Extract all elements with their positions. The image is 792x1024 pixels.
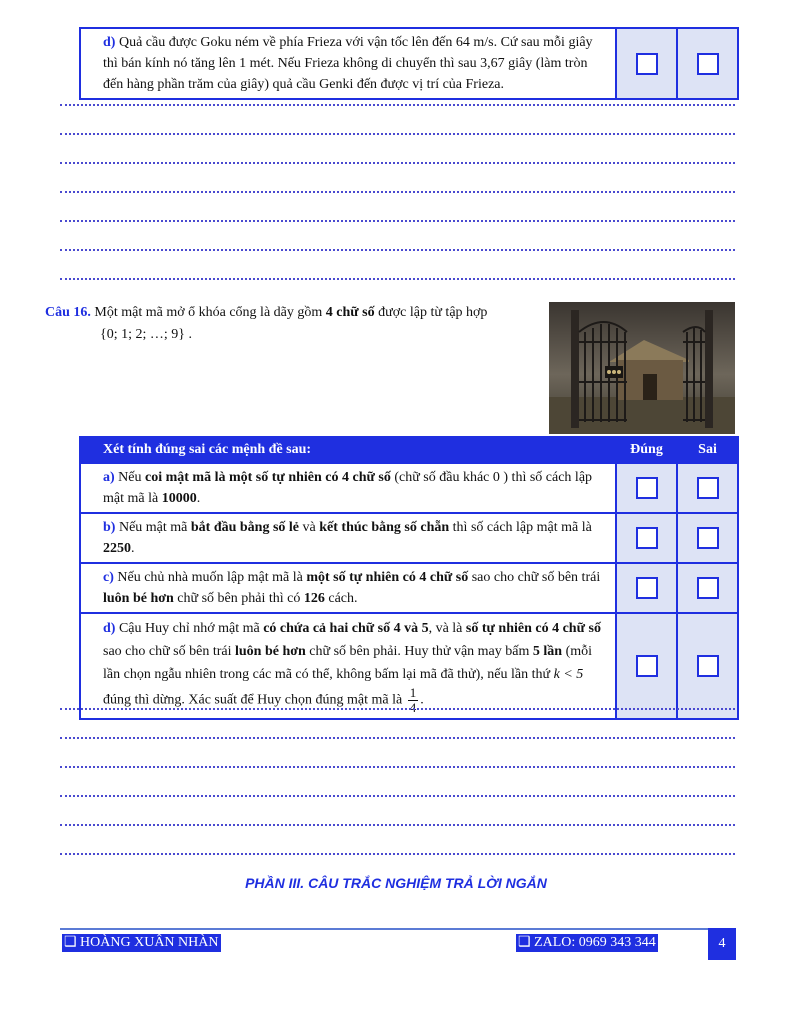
q16-stem	[45, 302, 545, 346]
q16b-label: b)	[103, 520, 116, 535]
q16-header-statement: Xét tính đúng sai các mệnh đề sau:	[80, 437, 616, 463]
q16d-label: d)	[103, 621, 116, 636]
footer-zalo: ❑ ZALO: 0969 343 344	[518, 935, 656, 950]
q16-stem-text-2: được lập từ tập hợp	[374, 305, 488, 320]
q16c-text: Nếu chủ nhà muốn lập mật mã là	[113, 570, 307, 585]
q16b-true-cell	[616, 513, 677, 563]
fraction-numerator: 1	[409, 685, 417, 700]
q16a-bold: 10000	[161, 491, 197, 506]
q16b-bold: bắt đầu bằng số lẻ	[190, 520, 300, 535]
q16a-false-cell	[677, 463, 738, 513]
section-title: PHẦN III. CÂU TRẮC NGHIỆM TRẢ LỜI NGẮN	[245, 875, 547, 891]
q16a-true-checkbox[interactable]	[636, 477, 658, 499]
q16c-text: chữ số bên phải thì có	[173, 591, 304, 606]
answer-line	[60, 853, 735, 855]
q16b-bold: 2250	[103, 541, 131, 556]
q16c-false-checkbox[interactable]	[697, 577, 719, 599]
q15d-true-cell	[616, 28, 677, 99]
q15d-label: d)	[103, 35, 116, 50]
q16a-true-cell	[616, 463, 677, 513]
q16b-false-cell	[677, 513, 738, 563]
q16d-text: đúng thì dừng. Xác suất để Huy chọn đúng mật mã là	[103, 692, 406, 708]
answer-line	[60, 133, 735, 135]
q15-row-d	[80, 28, 738, 99]
q16d-false-cell	[677, 613, 738, 719]
q16b-text: thì số cách lập mật mã là	[449, 520, 592, 535]
answer-line	[60, 824, 735, 826]
q16-table	[79, 436, 739, 720]
q16a-text: .	[196, 491, 201, 506]
q15d-true-checkbox[interactable]	[636, 53, 658, 75]
q16a-statement	[80, 463, 616, 513]
q16c-text: sao cho chữ số bên trái	[468, 570, 601, 585]
q16-row-d	[80, 613, 738, 719]
answer-line	[60, 191, 735, 193]
q16d-statement	[80, 613, 616, 719]
q16d-text: Cậu Huy chỉ nhớ mật mã	[115, 621, 264, 636]
q15d-false-cell	[677, 28, 738, 99]
q16c-bold: 126	[303, 591, 325, 606]
answer-line	[60, 249, 735, 251]
q16d-math: k < 5	[553, 667, 584, 682]
answer-line	[60, 278, 735, 280]
q16-stem-bold: 4 chữ số	[325, 305, 375, 320]
q16d-bold: có chứa cả hai chữ số 4 và 5	[263, 621, 429, 636]
footer-line	[60, 928, 708, 930]
q16c-true-cell	[616, 563, 677, 613]
q16d-text: .	[420, 692, 424, 708]
q16d-false-checkbox[interactable]	[697, 655, 719, 677]
q16a-false-checkbox[interactable]	[697, 477, 719, 499]
answer-line	[60, 766, 735, 768]
q16d-true-cell	[616, 613, 677, 719]
q16a-text: Nếu	[114, 470, 145, 485]
q15d-false-checkbox[interactable]	[697, 53, 719, 75]
q16d-bold: 5 lần	[532, 644, 563, 659]
q15-table	[79, 27, 739, 100]
q16c-text: cách.	[324, 591, 358, 606]
q16d-text: (mỗi lần chọn ngẫu nhiên trong các mã có thể, không bấm lại mã đã thử), nếu lần thứ	[103, 644, 593, 682]
q16c-true-checkbox[interactable]	[636, 577, 658, 599]
q16-header-true: Đúng	[616, 437, 677, 463]
q16d-true-checkbox[interactable]	[636, 655, 658, 677]
q15d-statement	[80, 28, 616, 99]
q16-number: Câu 16.	[45, 305, 91, 320]
q16c-bold: luôn bé hơn	[103, 591, 174, 606]
q16c-label: c)	[103, 570, 114, 585]
q16b-bold: kết thúc bằng số chẵn	[319, 520, 450, 535]
footer-author: ❑ HOÀNG XUÂN NHÀN	[64, 935, 219, 950]
q16-row-b	[80, 513, 738, 563]
q16c-statement	[80, 563, 616, 613]
q16a-label: a)	[103, 470, 115, 485]
q16b-text: .	[131, 541, 135, 556]
q16b-false-checkbox[interactable]	[697, 527, 719, 549]
q16-set: {0; 1; 2; …; 9} .	[100, 327, 192, 342]
q16d-bold: số tự nhiên có 4 chữ số	[465, 621, 601, 636]
fraction-denominator: 4	[409, 700, 417, 715]
q16-table-header	[80, 437, 738, 463]
answer-line	[60, 708, 735, 710]
q15d-text: Quả cầu được Goku ném về phía Frieza với vận tốc lên đến 64 m/s. Cứ sau mỗi giây thì bán kính nó tăng lên 1 mét. Nếu Frieza không di chuyển thì sau 3,67 giây (làm tròn đến hàng phần trăm của giây) quả cầu Genki đến được vị trí của Frieza.	[103, 35, 593, 92]
q16d-text: chữ số bên phải. Huy thử vận may bấm	[305, 644, 533, 659]
page-number: 4	[708, 928, 736, 960]
q16-row-a	[80, 463, 738, 513]
q16c-false-cell	[677, 563, 738, 613]
q16-header-false: Sai	[677, 437, 738, 463]
gate-photo-svg	[549, 302, 735, 434]
q16b-statement	[80, 513, 616, 563]
q16b-true-checkbox[interactable]	[636, 527, 658, 549]
q16b-text: Nếu mật mã	[115, 520, 191, 535]
answer-line	[60, 104, 735, 106]
answer-line	[60, 795, 735, 797]
q16d-fraction	[408, 686, 419, 715]
answer-line	[60, 162, 735, 164]
gate-photo	[549, 302, 735, 434]
q16b-text: và	[299, 520, 320, 535]
q16-row-c	[80, 563, 738, 613]
q16c-bold: một số tự nhiên có 4 chữ số	[306, 570, 469, 585]
q16-stem-text: Một mật mã mở ổ khóa cổng là dãy gồm	[94, 305, 326, 320]
q16d-text: sao cho chữ số bên trái	[103, 644, 235, 659]
q16d-bold: luôn bé hơn	[235, 644, 306, 659]
q16d-text: , và là	[428, 621, 466, 636]
q16a-bold: coi mật mã là một số tự nhiên có 4 chữ số	[145, 470, 391, 485]
answer-line	[60, 737, 735, 739]
q16a-text: (chữ số đầu khác 0 ) thì số cách lập mật mã là	[103, 470, 593, 506]
answer-line	[60, 220, 735, 222]
